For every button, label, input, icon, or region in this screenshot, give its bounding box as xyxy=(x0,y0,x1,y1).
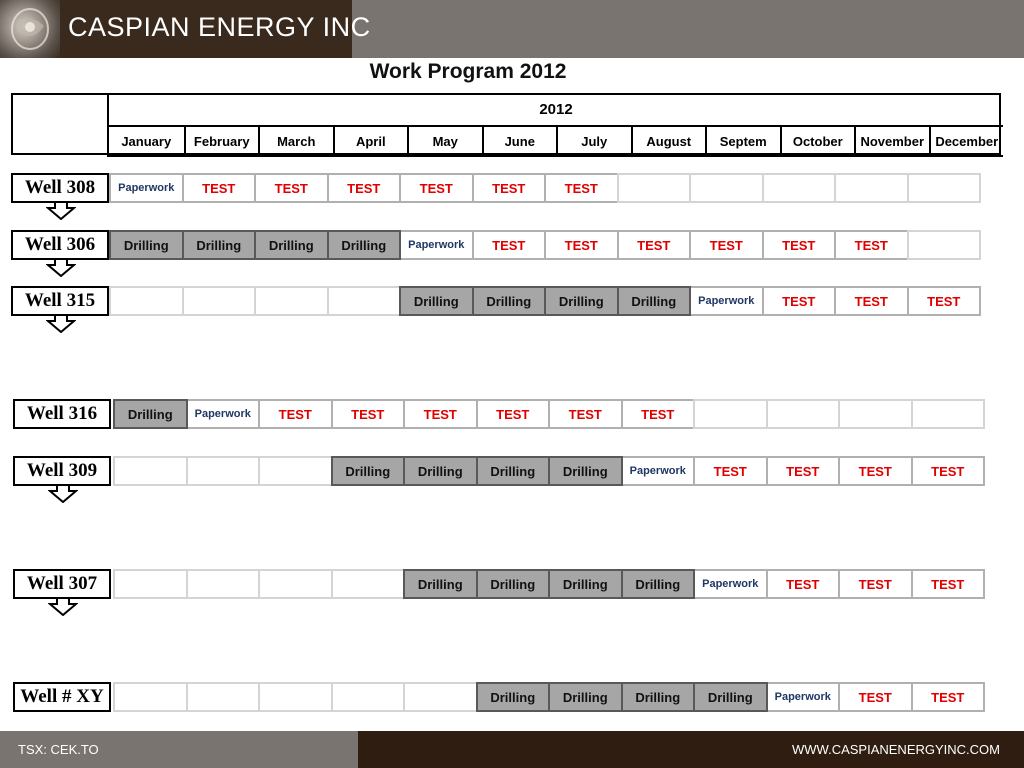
month-header-april: April xyxy=(333,127,408,157)
cell-empty xyxy=(186,456,261,486)
cell-empty xyxy=(689,173,764,203)
cell-test: TEST xyxy=(834,286,909,316)
well-label-well-xy: Well # XY xyxy=(13,682,111,712)
cell-empty xyxy=(113,456,188,486)
logo xyxy=(0,0,371,58)
well-label-well-308: Well 308 xyxy=(11,173,109,203)
month-header-november: November xyxy=(854,127,929,157)
cell-paperwork: Paperwork xyxy=(693,569,768,599)
cell-drilling: Drilling xyxy=(544,286,619,316)
company-name: CASPIAN ENERGY INC xyxy=(68,12,371,42)
cell-empty xyxy=(907,230,982,260)
cell-drilling: Drilling xyxy=(331,456,406,486)
cell-empty xyxy=(762,173,837,203)
month-header-october: October xyxy=(780,127,855,157)
footer-right xyxy=(358,731,1024,768)
cell-test: TEST xyxy=(472,173,547,203)
month-header-february: February xyxy=(184,127,259,157)
logo-emblem-icon xyxy=(0,0,60,58)
cell-drilling: Drilling xyxy=(693,682,768,712)
cell-test: TEST xyxy=(911,682,986,712)
well-schedule-row xyxy=(109,230,981,260)
cell-empty xyxy=(331,682,406,712)
well-label-well-307: Well 307 xyxy=(13,569,111,599)
cell-test: TEST xyxy=(182,173,257,203)
cell-drilling: Drilling xyxy=(548,569,623,599)
cell-test: TEST xyxy=(834,230,909,260)
cell-test: TEST xyxy=(766,569,841,599)
cell-test: TEST xyxy=(403,399,478,429)
cell-test: TEST xyxy=(621,399,696,429)
cell-empty xyxy=(766,399,841,429)
cell-test: TEST xyxy=(838,569,913,599)
cell-empty xyxy=(186,569,261,599)
well-schedule-row xyxy=(113,682,985,712)
cell-drilling: Drilling xyxy=(403,569,478,599)
cell-drilling: Drilling xyxy=(617,286,692,316)
cell-test: TEST xyxy=(907,286,982,316)
cell-test: TEST xyxy=(617,230,692,260)
cell-test: TEST xyxy=(472,230,547,260)
cell-empty xyxy=(907,173,982,203)
page-title: Work Program 2012 xyxy=(369,60,567,83)
cell-empty xyxy=(258,456,333,486)
cell-test: TEST xyxy=(476,399,551,429)
cell-empty xyxy=(109,286,184,316)
footer-left xyxy=(0,731,358,768)
cell-drilling: Drilling xyxy=(109,230,184,260)
cell-drilling: Drilling xyxy=(548,456,623,486)
cell-empty xyxy=(258,682,333,712)
cell-test: TEST xyxy=(766,456,841,486)
cell-empty xyxy=(182,286,257,316)
cell-paperwork: Paperwork xyxy=(621,456,696,486)
cell-test: TEST xyxy=(838,456,913,486)
well-label-well-316: Well 316 xyxy=(13,399,111,429)
cell-test: TEST xyxy=(544,173,619,203)
cell-empty xyxy=(113,682,188,712)
cell-empty xyxy=(331,569,406,599)
cell-test: TEST xyxy=(762,230,837,260)
month-header-january: January xyxy=(109,127,184,157)
well-schedule-row xyxy=(113,456,985,486)
cell-drilling: Drilling xyxy=(621,569,696,599)
website-link[interactable]: WWW.CASPIANENERGYINC.COM xyxy=(791,742,1000,757)
cell-paperwork: Paperwork xyxy=(689,286,764,316)
well-schedule-row xyxy=(113,399,985,429)
cell-test: TEST xyxy=(327,173,402,203)
month-header-septem: Septem xyxy=(705,127,780,157)
down-arrow-icon xyxy=(46,315,76,333)
cell-drilling: Drilling xyxy=(476,456,551,486)
cell-drilling: Drilling xyxy=(476,569,551,599)
ticker-text: TSX: CEK.TO xyxy=(18,742,99,757)
cell-test: TEST xyxy=(399,173,474,203)
cell-drilling: Drilling xyxy=(621,682,696,712)
cell-drilling: Drilling xyxy=(182,230,257,260)
cell-test: TEST xyxy=(911,569,986,599)
well-label-well-306: Well 306 xyxy=(11,230,109,260)
cell-test: TEST xyxy=(258,399,333,429)
month-header-may: May xyxy=(407,127,482,157)
down-arrow-icon xyxy=(48,485,78,503)
well-label-well-309: Well 309 xyxy=(13,456,111,486)
month-header-july: July xyxy=(556,127,631,157)
cell-test: TEST xyxy=(544,230,619,260)
month-header-march: March xyxy=(258,127,333,157)
cell-test: TEST xyxy=(838,682,913,712)
well-schedule-row xyxy=(113,569,985,599)
cell-empty xyxy=(911,399,986,429)
cell-empty xyxy=(254,286,329,316)
well-label-well-315: Well 315 xyxy=(11,286,109,316)
cell-empty xyxy=(838,399,913,429)
cell-drilling: Drilling xyxy=(327,230,402,260)
cell-drilling: Drilling xyxy=(113,399,188,429)
well-schedule-row xyxy=(109,173,981,203)
cell-empty xyxy=(834,173,909,203)
cell-drilling: Drilling xyxy=(548,682,623,712)
well-schedule-row xyxy=(109,286,981,316)
cell-drilling: Drilling xyxy=(472,286,547,316)
cell-test: TEST xyxy=(693,456,768,486)
down-arrow-icon xyxy=(48,598,78,616)
cell-empty xyxy=(186,682,261,712)
month-header-august: August xyxy=(631,127,706,157)
month-header-june: June xyxy=(482,127,557,157)
cell-paperwork: Paperwork xyxy=(186,399,261,429)
cell-empty xyxy=(617,173,692,203)
year-label: 2012 xyxy=(109,93,1003,127)
cell-drilling: Drilling xyxy=(399,286,474,316)
down-arrow-icon xyxy=(46,259,76,277)
cell-empty xyxy=(403,682,478,712)
down-arrow-icon xyxy=(46,202,76,220)
cell-empty xyxy=(327,286,402,316)
month-header-december: December xyxy=(929,127,1004,157)
cell-drilling: Drilling xyxy=(254,230,329,260)
cell-paperwork: Paperwork xyxy=(766,682,841,712)
cell-drilling: Drilling xyxy=(403,456,478,486)
cell-paperwork: Paperwork xyxy=(399,230,474,260)
cell-empty xyxy=(258,569,333,599)
cell-paperwork: Paperwork xyxy=(109,173,184,203)
cell-test: TEST xyxy=(548,399,623,429)
cell-empty xyxy=(113,569,188,599)
cell-test: TEST xyxy=(762,286,837,316)
cell-drilling: Drilling xyxy=(476,682,551,712)
cell-test: TEST xyxy=(331,399,406,429)
cell-empty xyxy=(693,399,768,429)
cell-test: TEST xyxy=(911,456,986,486)
cell-test: TEST xyxy=(254,173,329,203)
month-header-row xyxy=(109,127,1003,157)
cell-test: TEST xyxy=(689,230,764,260)
